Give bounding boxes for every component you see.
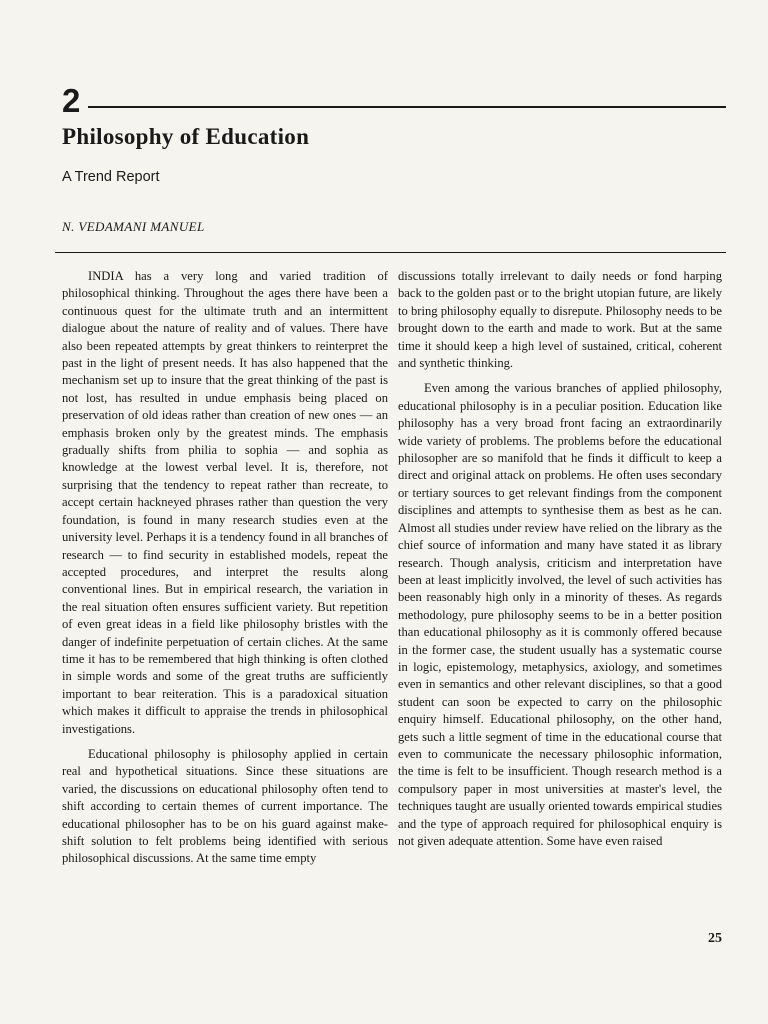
paragraph: discussions totally irrelevant to daily needs or fond harping back to the golden past or to the bright utopian future, are likely to bring philosophy equally to disrepute. Philosophy needs to be brought down to the earth and made to work. But at the same time it should keep a high level of sustained, critical, coherent and synthetic thinking. xyxy=(398,269,722,371)
header-divider xyxy=(55,252,726,253)
author-name: N. VEDAMANI MANUEL xyxy=(62,219,205,234)
chapter-rule xyxy=(88,106,726,108)
paragraph: INDIA has a very long and varied tradition of philosophical thinking. Throughout the ages there have been a continuous quest for the ultimate truth and an intermittent dialogue about the nature of reality and of values. There have also been repeated attempts by great thinkers to reinterpret the past in the light of present needs. It has also happened that the mechanism set up to insure that the great thinking of the past is not lost, has resulted in undue emphasis being placed on preservation of old ideas rather than creation of new ones — an emphasis broken only by the greatest minds. The emphasis gradually shifts from philia to sophia — and sophia as knowledge at the lowest verbal level. It is, therefore, not surprising that the tendency to repeat rather than recreate, to accept certain hackneyed phrases rather than question the very foundation, is found in many research studies even at the university level. Perhaps it is a tendency found in all branches of research — to find security in established models, repeat the accepted procedures, and interpret the results along conventional lines. But in empirical research, the variation in the real situation often ensures sufficient variety. But repetition of even great ideas in a field like philosophy bristles with the danger of indefinite perpetuation of certain cliches. At the same time it has to be remembered that high thinking is often clothed in simple words and some of the great truths are sufficiently important to bear reiteration. This is a paradoxical situation which makes it difficult to appraise the trends in philosophical investigations. xyxy=(62,269,388,736)
chapter-heading xyxy=(62,82,726,119)
paragraph: Educational philosophy is philosophy applied in certain real and hypothetical situations. Since these situations are varied, the discussions on educational philosophy often tend to shift according to certain themes of current importance. The educational philosopher has to be on his guard against make-shift solution to felt problems being identified with serious philosophical discussions. At the same time empty xyxy=(62,746,388,866)
chapter-number: 2 xyxy=(62,82,81,119)
right-column xyxy=(398,268,722,850)
chapter-title: Philosophy of Education xyxy=(62,124,310,149)
paragraph: Even among the various branches of applied philosophy, educational philosophy is in a peculiar position. Education like philosophy has a very broad front facing an extraordinarily wide variety of problems. The problems before the educational philosopher are so manifold that he finds it difficult to keep a direct and original attack on problems. He often uses secondary or tertiary sources to get relevant findings from the component disciplines and attempts to synthesise them as best as he can. Almost all studies under review have relied on the library as the chief source of information and many have stated it as library research. Though analysis, criticism and interpretation have been at least implicitly involved, the level of such activities has been reasonably high only in a minority of theses. As regards methodology, pure philosophy seems to be in a better position than educational philosophy as it is commonly offered because in the former case, the student usually has a systematic course in logic, epistemology, metaphysics, axiology, and sometimes even in semantics and other relevant disciplines, so that a good student can soon be expected to carry on the philosophic enquiry himself. Educational philosophy, on the other hand, gets such a little segment of time in the educational course that even to communicate the necessary philosophic information, the time is felt to be insufficient. Though research method is a compulsory paper in most universities at master's level, the techniques taught are usually oriented towards empirical studies and the type of approach required for philosophical enquiry is not given adequate attention. Some have even raised xyxy=(398,381,722,848)
page-number: 25 xyxy=(708,931,722,946)
chapter-subtitle: A Trend Report xyxy=(62,169,160,185)
left-column xyxy=(62,268,388,868)
